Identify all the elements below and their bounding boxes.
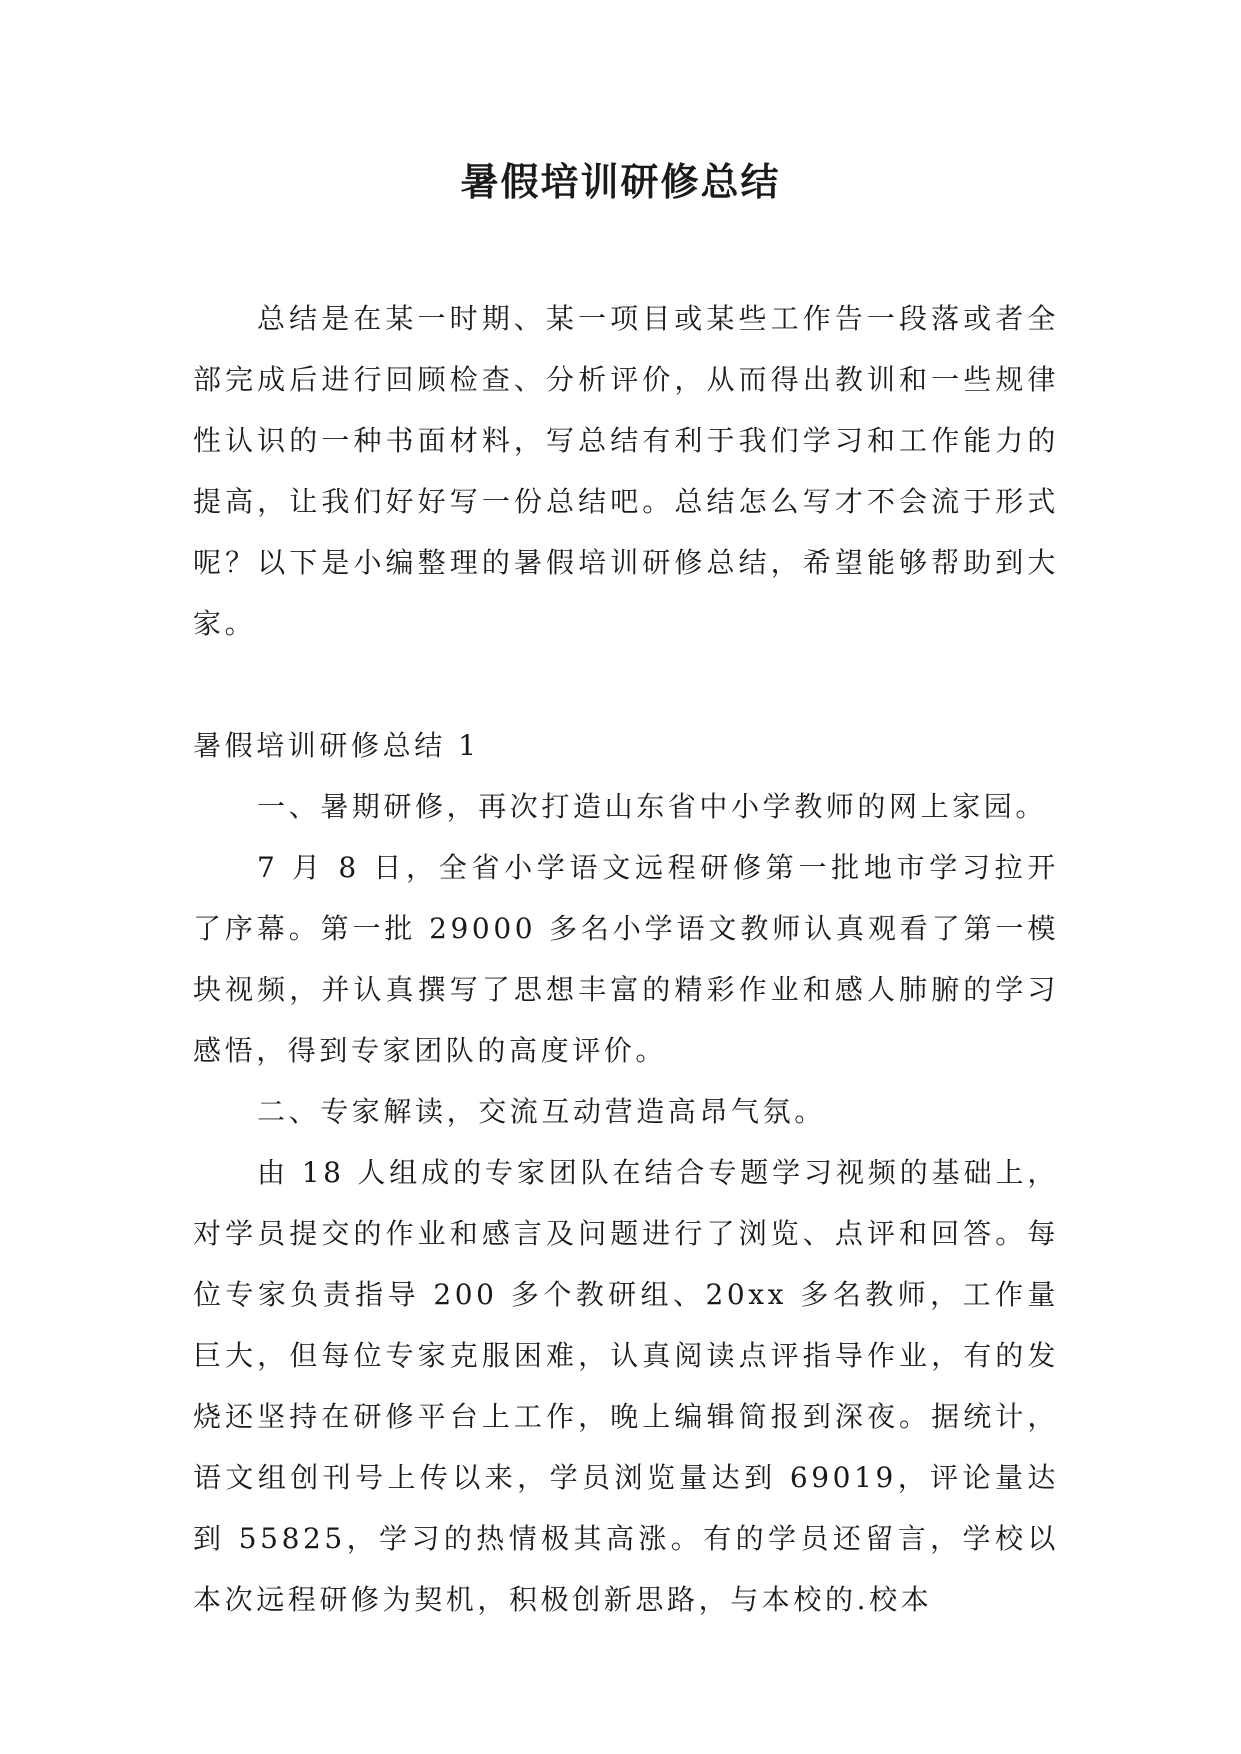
document-title: 暑假培训研修总结 (460, 160, 781, 204)
body-paragraph-3: 二、专家解读，交流互动营造高昂气氛。 (257, 1095, 826, 1128)
document-body (193, 288, 1059, 1630)
section-heading: 暑假培训研修总结 1 (193, 729, 480, 762)
paragraph-spacer (193, 654, 1059, 715)
intro-paragraph: 总结是在某一时期、某一项目或某些工作告一段落或者全部完成后进行回顾检查、分析评价，从而得出教训和一些规律性认识的一种书面材料，写总结有利于我们学习和工作能力的提高，让我们好好写一份总结吧。总结怎么写才不会流于形式呢？以下是小编整理的暑假培训研修总结，希望能够帮助到大家。 (193, 302, 1059, 640)
body-paragraph-1: 一、暑期研修，再次打造山东省中小学教师的网上家园。 (257, 790, 1048, 823)
body-paragraph-2: 7 月 8 日，全省小学语文远程研修第一批地市学习拉开了序幕。第一批 29000 多名小学语文教师认真观看了第一模块视频，并认真撰写了思想丰富的精彩作业和感人肺腑的学习感悟，得到专家团队的高度评价。 (193, 851, 1059, 1067)
body-paragraph-4: 由 18 人组成的专家团队在结合专题学习视频的基础上，对学员提交的作业和感言及问题进行了浏览、点评和回答。每位专家负责指导 200 多个教研组、20xx 多名教师，工作量巨大，但每位专家克服困难，认真阅读点评指导作业，有的发烧还坚持在研修平台上工作，晚上编辑简报到深夜。据统计，语文组创刊号上传以来，学员浏览量达到 69019，评论量达到 55825，学习的热情极其高涨。有的学员还留言，学校以本次远程研修为契机，积极创新思路，与本校的.校本 (193, 1156, 1059, 1616)
